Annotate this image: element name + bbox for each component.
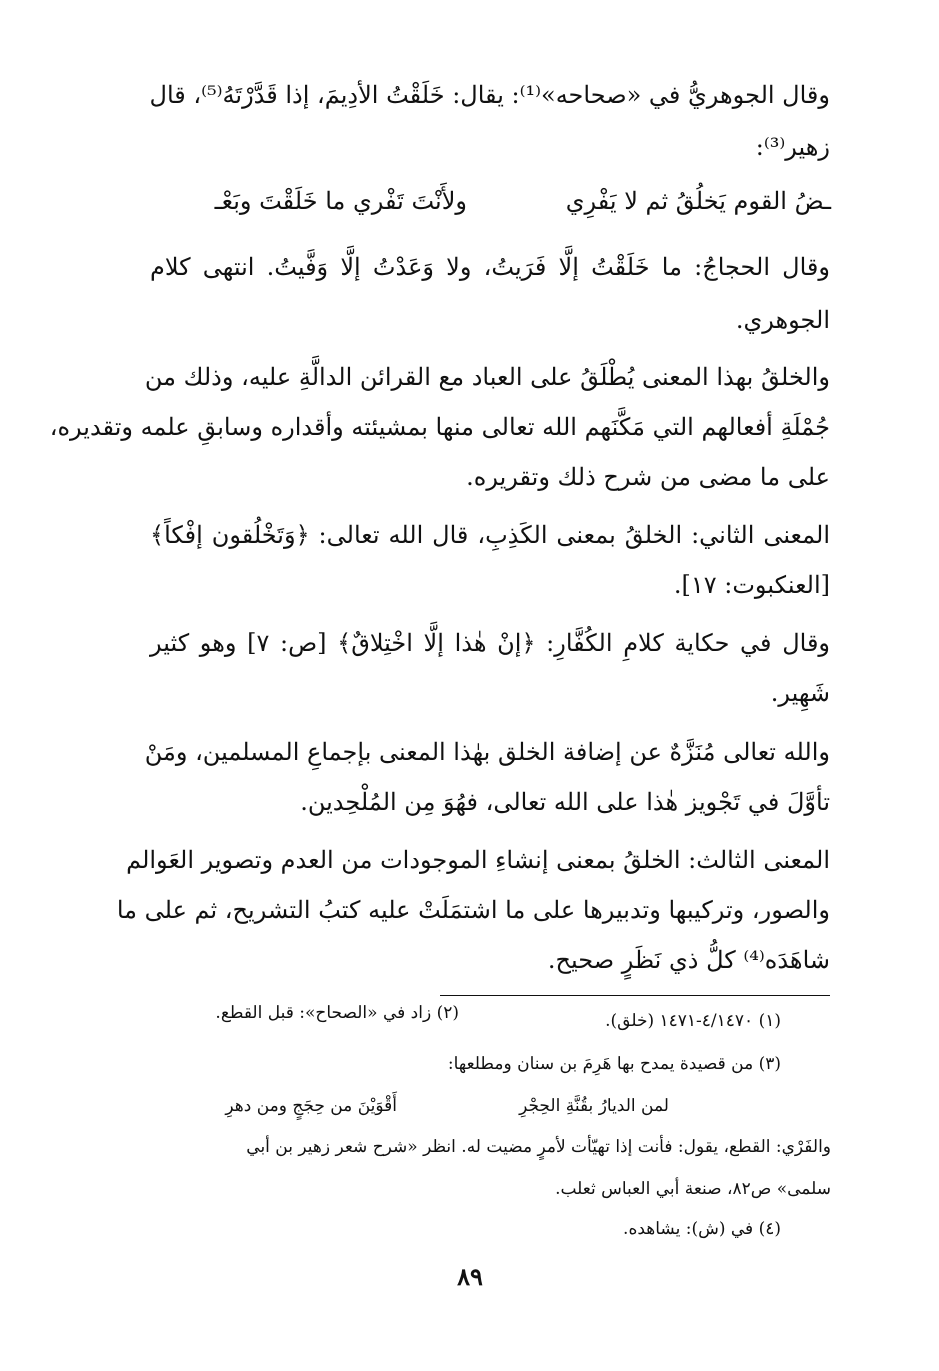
footnote-1: (١) ٤/١٤٧٠-١٤٧١ (خلق). xyxy=(605,1011,781,1031)
page-number: ٨٩ xyxy=(457,1262,483,1291)
footnote-3-verse-first: لمن الديارُ بقُنَّةِ الحِجْرِ xyxy=(519,1096,669,1116)
footnote-3-verse-second: أَقْوَيْنَ من حِجَجٍ ومن دهرِ xyxy=(225,1096,397,1116)
footnote-3-line-2: والفَرْي: القطع، يقول: فأنت إذا تهيّأت لأمرٍ مضيت له. انظر «شرح شعر زهير بن أبي xyxy=(246,1137,831,1157)
body-line-9: [العنكبوت: ١٧]. xyxy=(673,571,830,599)
body-line-16: شاهَدَه⁽⁴⁾ كلُّ ذي نَظَرٍ صحيح. xyxy=(547,946,830,974)
verse-second-half: ـضُ القوم يَخلُقُ ثم لا يَفْرِي xyxy=(565,187,831,215)
body-line-8: المعنى الثاني: الخلقُ بمعنى الكَذِبِ، قال الله تعالى: ﴿وَتَخْلُقون إفْكاً﴾ xyxy=(150,521,830,549)
body-line-10: وقال في حكاية كلامِ الكُفَّارِ: ﴿إنْ هٰذا إلَّا اخْتِلاقٌ﴾ [ص: ٧] وهو كثير xyxy=(150,629,831,657)
footnote-4: (٤) في (ش): يشاهده. xyxy=(623,1219,781,1239)
body-line-4: الجوهري. xyxy=(735,306,830,334)
body-line-7: على ما مضى من شرح ذلك وتقريره. xyxy=(466,463,830,491)
body-line-1: وقال الجوهريُّ في «صحاحه»⁽¹⁾: يقال: خَلَقْتُ الأدِيمَ، إذا قَدَّرْتَهُ⁽⁵⁾، قال xyxy=(149,81,830,109)
body-line-13: تأوَّلَ في تَجْويز هٰذا على الله تعالى، فهُوَ مِن المُلْحِدين. xyxy=(300,788,830,816)
body-line-11: شَهِير. xyxy=(770,679,830,707)
body-line-14: المعنى الثالث: الخلقُ بمعنى إنشاءِ الموجودات من العدم وتصوير العَوالم xyxy=(126,846,830,874)
footnote-3-line-3: سلمى» ص٨٢، صنعة أبي العباس ثعلب. xyxy=(555,1179,831,1199)
body-line-15: والصور، وتركيبها وتدبيرها على ما اشتمَلَتْ عليه كتبُ التشريح، ثم على ما xyxy=(116,896,830,924)
body-line-12: والله تعالى مُنَزَّهٌ عن إضافة الخلق بهٰذا المعنى بإجماعِ المسلمين، ومَنْ xyxy=(144,738,830,766)
footnote-separator xyxy=(440,995,830,996)
body-line-3: وقال الحجاجُ: ما خَلَقْتُ إلَّا فَرَيتُ، ولا وَعَدْتُ إلَّا وَفَّيتُ. انتهى كلام xyxy=(150,253,830,281)
body-line-2: زهير⁽³⁾: xyxy=(755,133,830,161)
body-line-5: والخلقُ بهذا المعنى يُطْلَقُ على العباد مع القرائن الدالَّةِ عليه، وذلك من xyxy=(144,363,830,391)
verse-first-half: ولأَنْتَ تَفْري ما خَلَقْتَ وبَعْـ xyxy=(214,187,467,215)
footnote-2: (٢) زاد في «الصحاح»: قبل القطع. xyxy=(215,1003,459,1023)
footnote-3: (٣) من قصيدة يمدح بها هَرِمَ بن سنان ومطلعها: xyxy=(447,1054,781,1074)
body-line-6: جُمْلَةِ أفعالهم التي مَكَّنَهم الله تعالى منها بمشيئته وأقداره وسابقِ علمه وتقديره، xyxy=(49,413,830,441)
